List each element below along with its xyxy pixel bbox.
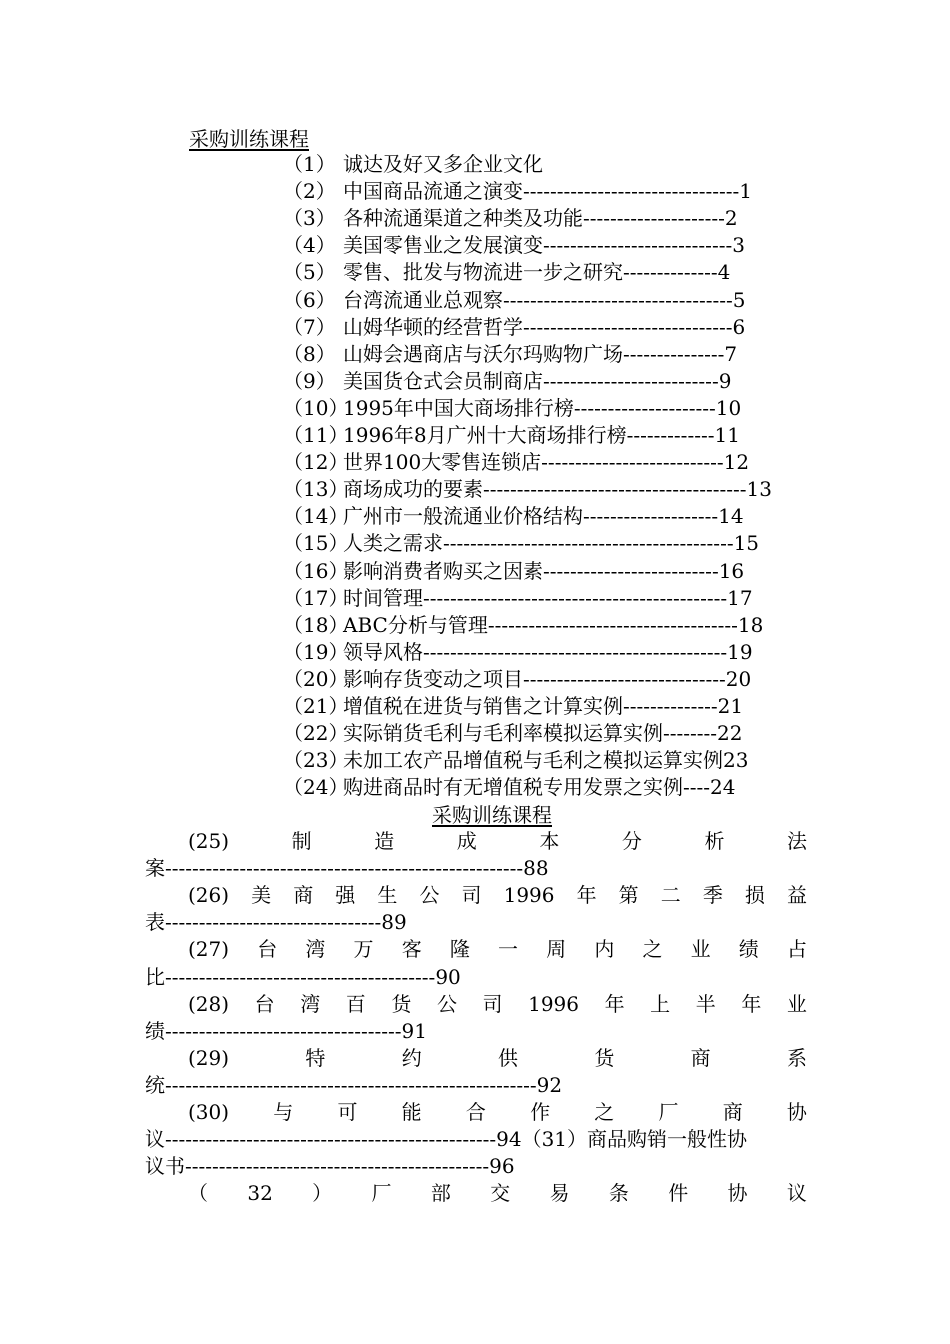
toc-entry [283, 178, 752, 204]
toc2-word: （ [188, 1181, 208, 1206]
toc-entry [283, 232, 745, 258]
toc2-word: 议 [786, 1181, 807, 1206]
toc-entry-number: （22） [283, 721, 349, 746]
toc2-word: 年 [576, 883, 597, 908]
toc2-word: 作 [530, 1100, 551, 1124]
toc-entry-text: 领导风格---------------------------------------------19 [343, 639, 753, 664]
toc2-entry-line2: 统-------------------------------------------------------92 [145, 1072, 563, 1097]
toc-entry-number: （13） [283, 477, 349, 502]
toc-entry-text: 各种流通渠道之种类及功能---------------------2 [343, 206, 738, 231]
toc2-entry-line1 [145, 936, 807, 962]
toc2-word: 第 [618, 883, 639, 908]
toc2-word: 台 [254, 991, 275, 1016]
toc2-word: 之 [594, 1100, 615, 1124]
toc-entry [283, 720, 743, 746]
toc2-word: (26) [188, 883, 230, 908]
toc-entry-text: 世界100大零售连锁店---------------------------12 [343, 450, 750, 475]
toc2-word: 一 [498, 937, 518, 962]
toc-entry [283, 476, 772, 502]
toc-entry-text: 未加工农产品增值税与毛利之模拟运算实例23 [343, 748, 749, 773]
toc2-word: 内 [594, 937, 615, 962]
toc-entry [283, 747, 748, 773]
toc2-word: 法 [787, 829, 807, 853]
toc2-entry-line1 [145, 882, 807, 908]
toc2-entry-line2: 案-----------------------------------------------------88 [145, 856, 549, 881]
toc2-word: 分 [621, 829, 642, 853]
toc2-word: 协 [727, 1181, 748, 1206]
toc-entry [283, 530, 759, 556]
toc-entry-text: 广州市一般流通业价格结构--------------------14 [343, 504, 744, 529]
toc2-word: 益 [786, 883, 807, 908]
toc2-word: 析 [704, 829, 725, 853]
toc2-entry-line1 [145, 991, 807, 1017]
toc2-entry-line1 [145, 828, 807, 854]
toc2-entry-line2: 议-------------------------------------------------94（31）商品购销一般性协 [145, 1127, 748, 1152]
toc2-word: 二 [660, 883, 681, 908]
toc-entry [283, 774, 735, 800]
toc-entry-text: 山姆华顿的经营哲学-------------------------------6 [343, 314, 746, 339]
toc2-word: 厂 [371, 1181, 392, 1206]
toc-entry [283, 287, 746, 313]
toc-entry-number: （5） [283, 260, 336, 285]
toc2-word: 制 [291, 829, 312, 853]
toc2-word: 之 [642, 937, 663, 962]
toc-entry-number: （18） [283, 612, 349, 637]
toc2-word: 本 [539, 829, 560, 853]
toc2-word: 32 [247, 1181, 273, 1206]
toc-entry [283, 314, 745, 340]
toc2-word: 厂 [658, 1100, 679, 1124]
toc-entry-number: （17） [283, 585, 349, 610]
toc2-word: 业 [786, 991, 807, 1016]
toc-entry [283, 666, 751, 692]
toc-entry-text: 影响存货变动之项目------------------------------20 [343, 666, 752, 691]
toc2-word: 成 [456, 829, 477, 853]
toc2-word: (27) [188, 937, 230, 962]
toc-entry-number: （2） [283, 179, 336, 204]
toc-entry-text: 影响消费者购买之因素--------------------------16 [343, 558, 745, 583]
toc-entry [283, 639, 753, 665]
toc2-word: 季 [702, 883, 723, 908]
toc-entry [283, 558, 744, 584]
toc2-word: 商 [690, 1045, 711, 1070]
toc-entry [283, 693, 743, 719]
toc-entry-number: （14） [283, 504, 349, 529]
section-title: 采购训练课程 [432, 803, 552, 827]
toc-entry-text: 诚达及好又多企业文化 [343, 152, 543, 176]
toc-entry-number: （16） [283, 558, 349, 583]
toc-entry-text: 商场成功的要素---------------------------------------13 [343, 477, 773, 502]
toc2-word: 易 [549, 1181, 570, 1206]
toc2-word: ） [312, 1181, 333, 1206]
toc-entry [283, 259, 730, 285]
toc-entry-number: （20） [283, 666, 349, 691]
toc-entry [283, 503, 744, 529]
toc2-word: 台 [257, 937, 278, 962]
page-title: 采购训练课程 [189, 127, 309, 151]
toc2-entry-line2: 表--------------------------------89 [145, 910, 407, 935]
toc-entry-text: 增值税在进货与销售之计算实例--------------21 [343, 694, 744, 718]
toc2-word: 商 [722, 1100, 743, 1124]
toc-entry-number: （7） [283, 314, 336, 339]
toc2-word: 供 [498, 1045, 518, 1070]
toc-entry-text: 1996年8月广州十大商场排行榜-------------11 [343, 423, 740, 447]
toc2-entry-line1 [145, 1045, 807, 1071]
toc2-word: 损 [744, 883, 765, 908]
toc-entry-text: 实际销货毛利与毛利率模拟运算实例--------22 [343, 721, 743, 746]
toc2-entry-line2: 绩-----------------------------------91 [145, 1018, 427, 1043]
toc-entry-text: 美国零售业之发展演变----------------------------3 [343, 233, 745, 258]
toc2-word: 交 [490, 1181, 511, 1206]
toc2-word: 商 [293, 883, 314, 908]
toc2-entry-line2: 议书---------------------------------------------96 [145, 1154, 515, 1179]
toc2-word: 上 [650, 991, 671, 1016]
toc-entry-number: （6） [283, 287, 336, 312]
toc-entry-number: （15） [283, 531, 349, 556]
toc-entry-number: （10） [283, 395, 349, 420]
toc-entry [283, 449, 749, 475]
toc2-word: 年 [741, 991, 762, 1016]
toc-entry [283, 422, 740, 448]
toc2-word: 年 [604, 991, 625, 1016]
toc-entry-number: （19） [283, 639, 349, 664]
toc2-word: 特 [305, 1045, 326, 1070]
toc2-entry-line1 [145, 1180, 807, 1206]
toc2-entry-line2: 比----------------------------------------90 [145, 964, 461, 989]
toc2-entry-line1 [145, 1099, 807, 1125]
toc2-word: 货 [594, 1045, 615, 1070]
toc-entry-number: （24） [283, 775, 349, 800]
toc2-word: 1996 [528, 991, 580, 1016]
toc-entry-number: （9） [283, 368, 336, 393]
toc-entry-text: 山姆会遇商店与沃尔玛购物广场---------------7 [343, 341, 738, 366]
toc2-word: 部 [430, 1181, 451, 1206]
toc-entry-number: （11） [283, 423, 349, 447]
toc2-word: 业 [690, 937, 711, 962]
toc-entry-text: 1995年中国大商场排行榜---------------------10 [343, 395, 742, 420]
toc2-word: 司 [482, 991, 503, 1016]
toc2-word: 造 [374, 829, 395, 853]
toc2-word: 条 [608, 1181, 629, 1206]
toc-entry [283, 151, 543, 177]
toc2-word: 湾 [300, 991, 321, 1016]
toc-entry-text: 中国商品流通之演变--------------------------------1 [343, 179, 752, 204]
toc2-word: 隆 [449, 937, 470, 962]
toc2-word: 可 [337, 1100, 358, 1124]
toc-entry-text: 台湾流通业总观察----------------------------------5 [343, 287, 746, 312]
toc2-word: 公 [436, 991, 457, 1016]
toc2-word: 件 [668, 1181, 689, 1206]
toc-entry [283, 395, 741, 421]
toc-entry-text: ABC分析与管理-------------------------------------18 [343, 612, 764, 637]
toc2-word: 湾 [305, 937, 326, 962]
toc2-word: 与 [273, 1100, 294, 1124]
toc-entry [283, 205, 738, 231]
toc2-word: 绩 [738, 937, 759, 962]
toc-entry-text: 零售、批发与物流进一步之研究--------------4 [343, 260, 731, 285]
toc2-word: 强 [335, 883, 356, 908]
toc2-word: 1996 [503, 883, 555, 908]
toc-entry-text: 美国货仓式会员制商店--------------------------9 [343, 368, 732, 393]
toc2-word: 周 [546, 937, 567, 962]
toc2-word: 公 [419, 883, 440, 908]
toc-entry-number: （8） [283, 341, 336, 366]
toc2-word: (29) [188, 1045, 230, 1070]
toc2-word: 协 [786, 1100, 807, 1124]
toc-entry-number: （12） [283, 450, 349, 475]
toc-entry-number: （21） [283, 694, 349, 718]
toc2-word: (28) [188, 991, 230, 1016]
toc2-word: 百 [345, 991, 366, 1016]
toc2-word: 系 [786, 1045, 807, 1070]
toc-entry-number: （1） [283, 152, 336, 176]
toc-entry-number: （3） [283, 206, 336, 231]
toc2-word: 生 [377, 883, 398, 908]
toc2-word: 美 [251, 883, 272, 908]
toc2-word: 合 [465, 1100, 486, 1124]
toc2-word: 货 [391, 991, 412, 1016]
toc-entry [283, 585, 753, 611]
toc2-word: 万 [353, 937, 374, 962]
toc2-word: 司 [461, 883, 482, 908]
toc-entry-number: （23） [283, 748, 349, 773]
toc2-word: (25) [188, 829, 230, 853]
toc-entry-text: 人类之需求-------------------------------------------15 [343, 531, 760, 556]
toc-entry [283, 368, 731, 394]
toc2-word: 半 [695, 991, 716, 1016]
toc-entry-text: 时间管理---------------------------------------------17 [343, 585, 753, 610]
toc2-word: 能 [401, 1100, 422, 1124]
toc2-word: 客 [401, 937, 422, 962]
toc-entry-text: 购进商品时有无增值税专用发票之实例----24 [343, 775, 736, 800]
toc2-word: 占 [786, 937, 807, 962]
toc-entry [283, 612, 763, 638]
toc2-word: 约 [401, 1045, 422, 1070]
toc-entry [283, 341, 737, 367]
toc-entry-number: （4） [283, 233, 336, 258]
toc2-word: (30) [188, 1100, 230, 1124]
